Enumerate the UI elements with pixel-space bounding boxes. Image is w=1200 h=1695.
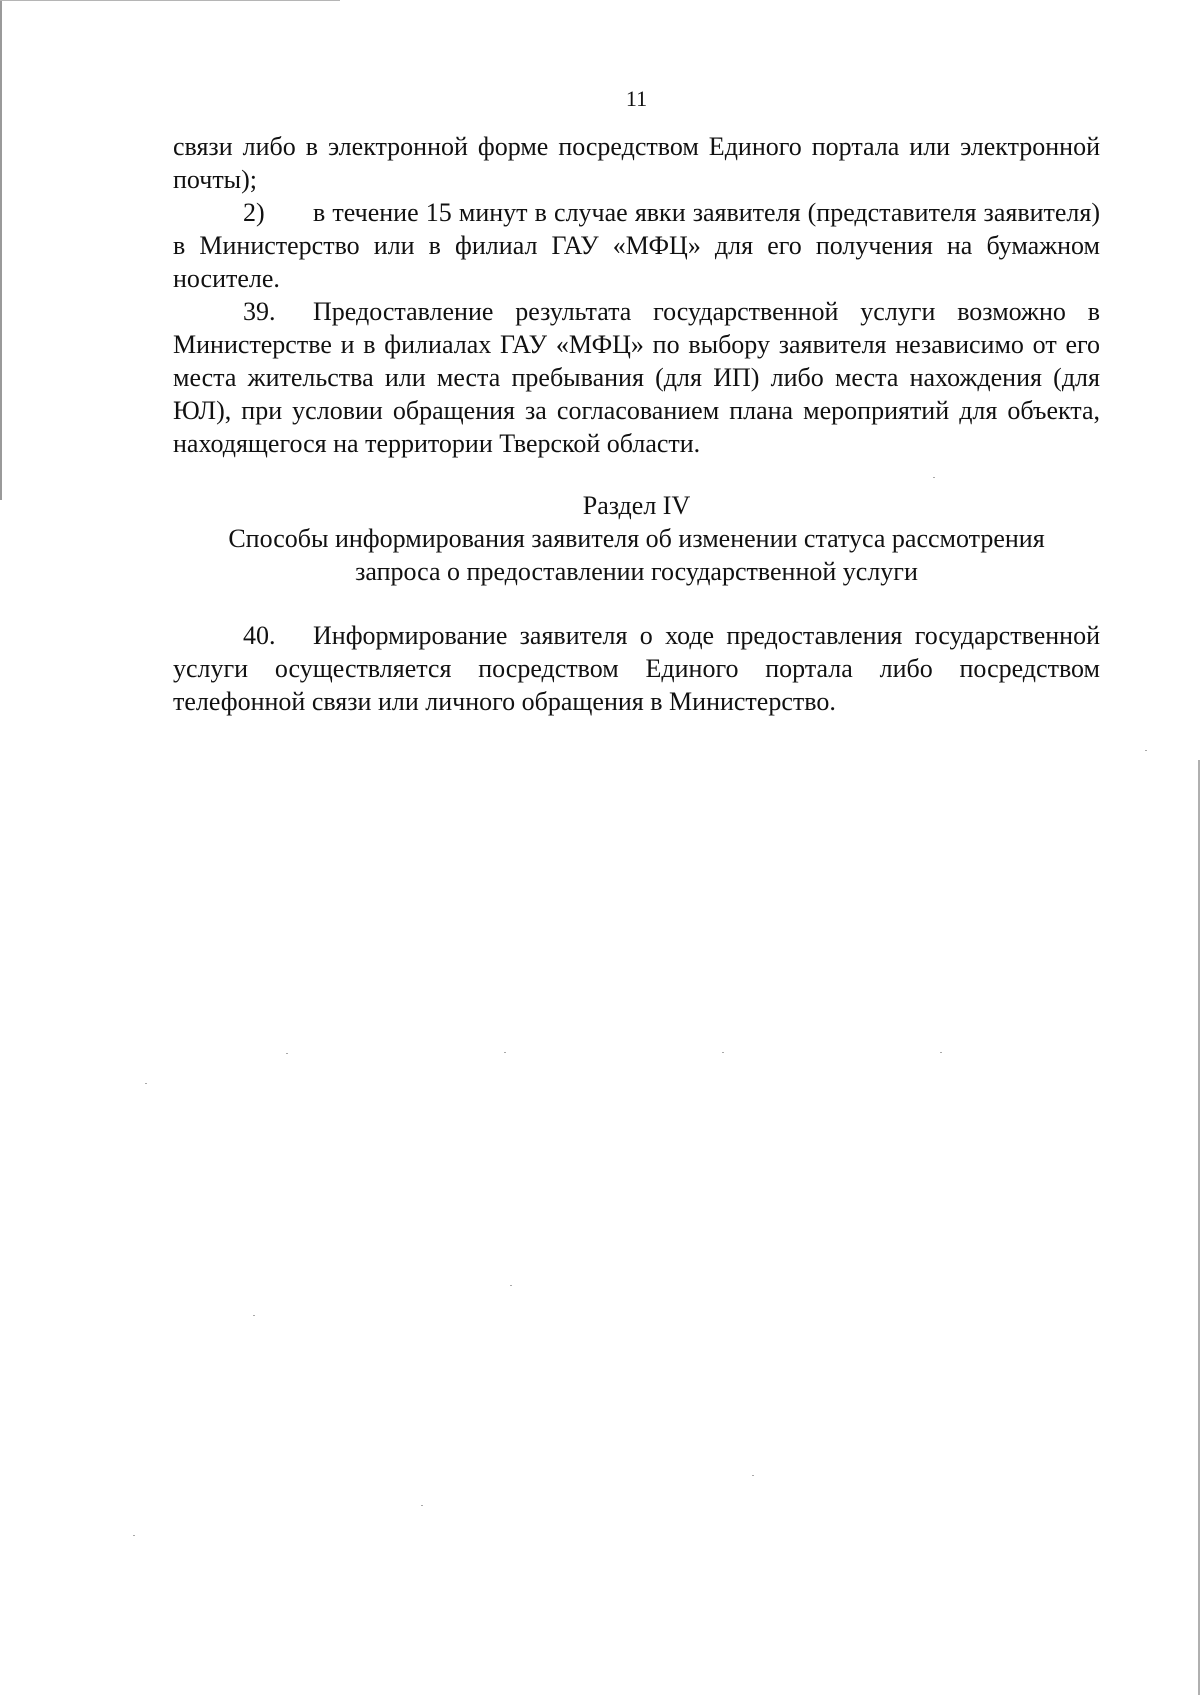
scan-speck bbox=[1145, 750, 1147, 751]
section-subtitle-line-2: запроса о предоставлении государственной услуги bbox=[355, 557, 918, 586]
scan-speck bbox=[253, 1315, 255, 1316]
list-item-2 bbox=[173, 196, 1100, 295]
scan-speck bbox=[722, 1052, 724, 1053]
paragraph-39-text: Предоставление результата государственной услуги возможно в Министерстве и в филиалах ГАУ «МФЦ» по выбору заявителя независимо от его места жительства или места пребывания (для ИП) либо места нахождения (для ЮЛ), при условии обращения за согласованием плана мероприятий для объекта, находящегося на территории Тверской области. bbox=[173, 297, 1100, 458]
paragraph-39 bbox=[173, 295, 1100, 460]
section-subtitle-line-1: Способы информирования заявителя об изменении статуса рассмотрения bbox=[228, 524, 1045, 553]
scan-speck bbox=[510, 1285, 512, 1286]
body-text-top bbox=[173, 130, 1100, 460]
scan-speck bbox=[286, 1053, 288, 1054]
scan-edge-top bbox=[0, 0, 340, 1]
body-text-bottom bbox=[173, 619, 1100, 718]
paragraph-39-marker: 39. bbox=[243, 297, 276, 326]
paragraph-40-marker: 40. bbox=[243, 621, 276, 650]
section-title: Раздел IV bbox=[582, 491, 691, 520]
paragraph-40 bbox=[173, 619, 1100, 718]
continuation-paragraph: связи либо в электронной форме посредством Единого портала или электронной почты); bbox=[173, 132, 1100, 194]
scan-speck bbox=[940, 1052, 942, 1053]
scan-speck bbox=[752, 1475, 754, 1476]
scan-speck bbox=[145, 1083, 147, 1084]
page-number: 11 bbox=[625, 86, 648, 111]
list-item-2-marker: 2) bbox=[243, 198, 265, 227]
scan-edge-left bbox=[0, 0, 2, 500]
section-heading bbox=[173, 489, 1100, 588]
scan-speck bbox=[133, 1535, 135, 1536]
paragraph-40-text: Информирование заявителя о ходе предоставления государственной услуги осуществляется посредством Единого портала либо посредством телефонной связи или личного обращения в Министерство. bbox=[173, 621, 1100, 716]
scan-speck bbox=[421, 1505, 423, 1506]
list-item-2-text: в течение 15 минут в случае явки заявителя (представителя заявителя) в Министерство или в филиал ГАУ «МФЦ» для его получения на бумажном носителе. bbox=[173, 198, 1100, 293]
scan-speck bbox=[504, 1052, 506, 1053]
scan-speck bbox=[933, 477, 935, 478]
